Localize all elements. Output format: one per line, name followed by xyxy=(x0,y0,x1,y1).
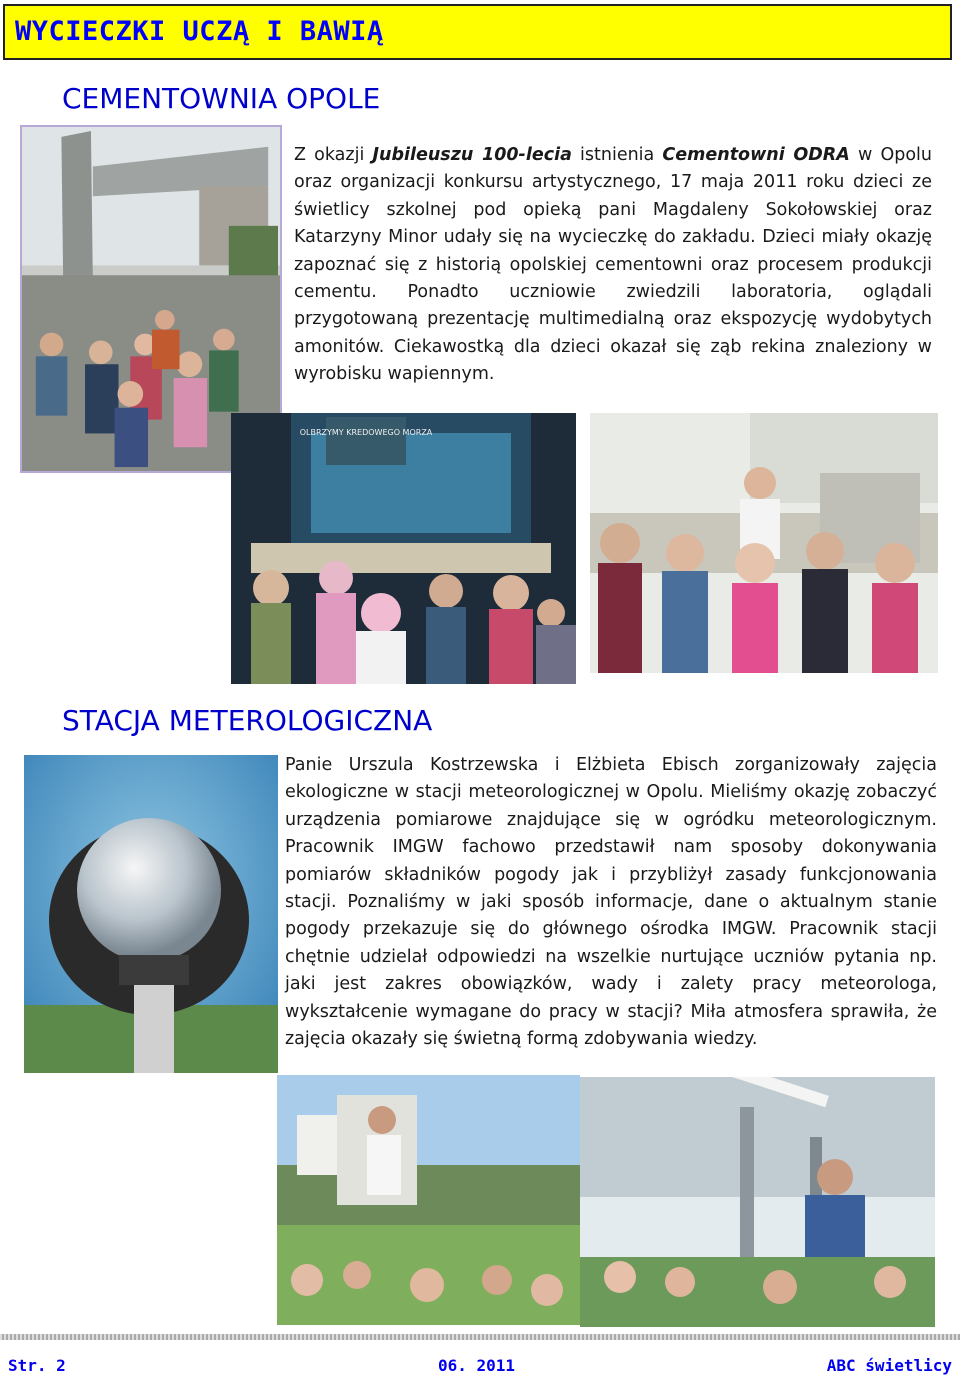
section-title-cementownia: CEMENTOWNIA OPOLE xyxy=(62,82,381,115)
section-title-stacja: STACJA METEROLOGICZNA xyxy=(62,704,433,737)
footer-date: 06. 2011 xyxy=(438,1356,516,1375)
para-text-2: istnienia xyxy=(571,145,663,165)
section1-paragraph xyxy=(294,142,932,389)
footer-page-number: Str. 2 xyxy=(8,1356,66,1375)
footer-divider xyxy=(0,1334,960,1340)
photo-weather-instruments xyxy=(580,1077,935,1327)
section2-paragraph: Panie Urszula Kostrzewska i Elżbieta Ebisch zorganizowały zajęcia ekologiczne w stacji meteorologicznej w Opolu. Mieliśmy okazję zobaczyć urządzenia pomiarowe znajdujące się w ogródku meteorologicznym. Pracownik IMGW fachowo przedstawił nam sposoby dokonywania pomiarów składników pogody jak i przybliżył zasady funkcjonowania stacji. Poznaliśmy w jaki sposób informacje, dane o aktualnym stanie pogody przekazuje się do głównego ośrodka IMGW. Pracownik stacji chętnie udzielał odpowiedzi na wszelkie nurtujące uczniów pytania np. jaki jest zakres obowiązków, wady i zalety pracy meteorologa, wykształcenie wymagane do pracy w stacji? Miła atmosfera sprawiła, że zajęcia okazały się świetną formą zdobywania wiedzy. xyxy=(285,755,937,1050)
para-text-1: Z okazji xyxy=(294,145,373,165)
header-bar xyxy=(3,4,952,60)
para-emphasis-cementownia: Cementowni ODRA xyxy=(662,145,850,165)
photo-sunshine-recorder xyxy=(24,755,278,1073)
photo-weather-station-box xyxy=(277,1075,580,1325)
photo-museum-exhibit xyxy=(231,413,576,684)
page-header-title: WYCIECZKI UCZĄ I BAWIĄ xyxy=(15,16,384,47)
para-emphasis-jubileusz: Jubileuszu 100-lecia xyxy=(372,145,572,165)
photo-laboratory xyxy=(590,413,938,673)
footer-publication: ABC świetlicy xyxy=(826,1356,952,1375)
para-text-3: w Opolu oraz organizacji konkursu artystycznego, 17 maja 2011 roku dzieci ze świetlicy szkolnej pod opieką pani Magdaleny Sokołowskiej oraz Katarzyny Minor udały się na wycieczkę do zakładu. Dzieci miały okazję zapoznać się z historią opolskiej cementowni oraz procesem produkcji cementu. Ponadto uczniowie zwiedzili laboratoria, oglądali przygotowaną prezentację multimedialną oraz ekspozycję wydobytych amonitów. Ciekawostką dla dzieci okazał się ząb rekina znaleziony w wyrobisku wapiennym. xyxy=(294,145,932,385)
exhibit-sign-text: OLBRZYMY KREDOWEGO MORZA xyxy=(299,428,433,437)
